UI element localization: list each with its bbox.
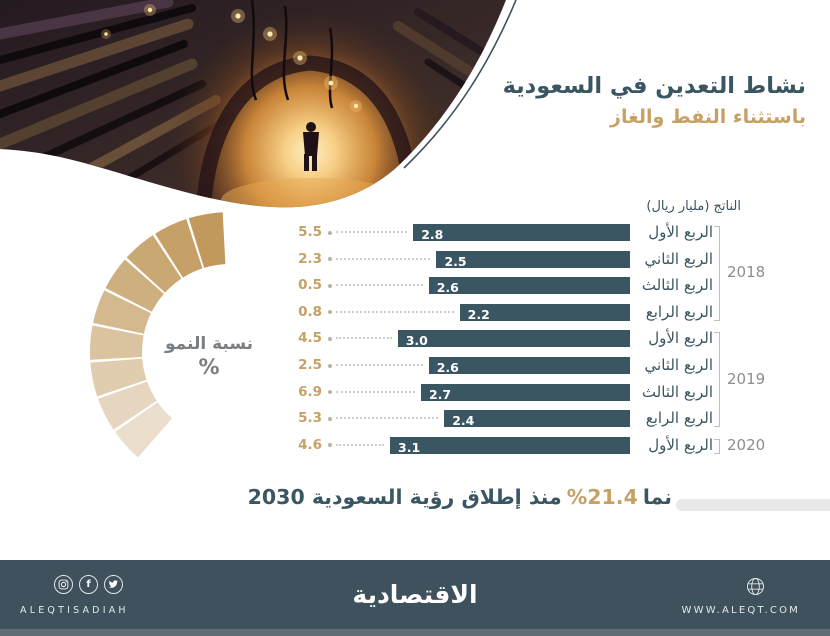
gauge-label	[154, 334, 264, 379]
facebook-icon: f	[79, 575, 98, 594]
stat-value: %21.4	[566, 485, 638, 509]
output-bar-value: 2.5	[444, 253, 467, 269]
year-bracket	[714, 226, 720, 321]
quarter-label: الربع الرابع	[645, 409, 713, 428]
growth-value: 6.9	[298, 383, 322, 400]
output-bar	[398, 330, 630, 347]
leader-line	[336, 417, 438, 419]
quarter-label: الربع الأول	[648, 223, 713, 241]
leader-dot	[328, 310, 332, 314]
output-bar-value: 2.2	[467, 306, 490, 322]
quarter-label: الربع الثالث	[641, 276, 713, 295]
year-bracket	[714, 332, 720, 427]
leader-dot	[328, 231, 332, 235]
website-url: WWW.ALEQT.COM	[681, 605, 800, 616]
growth-value: 4.6	[298, 436, 322, 453]
leader-dot	[328, 337, 332, 341]
leader-line	[336, 391, 415, 393]
output-bar	[429, 357, 630, 374]
stat-prefix: نما	[642, 485, 672, 509]
growth-value: 0.5	[298, 277, 322, 294]
output-bar-value: 2.4	[452, 413, 475, 429]
output-bar-value: 2.6	[436, 360, 459, 375]
leader-line	[336, 311, 454, 313]
footer	[0, 560, 830, 636]
page-title: نشاط التعدين في السعودية	[502, 73, 806, 99]
output-bar	[390, 437, 630, 454]
output-bar-value: 2.8	[421, 227, 444, 242]
gauge-percent-sign: %	[198, 355, 220, 379]
growth-value: 4.5	[298, 330, 322, 347]
quarter-label: الربع الثاني	[644, 249, 713, 268]
leader-line	[336, 231, 407, 233]
growth-value: 5.5	[298, 224, 322, 240]
decorative-pill	[676, 499, 830, 511]
year-label: 2018	[727, 263, 766, 282]
leader-line	[336, 284, 423, 286]
value-axis-label: الناتج (مليار ريال)	[646, 199, 741, 214]
quarter-label: الربع الثالث	[641, 382, 713, 401]
leader-line	[336, 444, 384, 446]
quarter-label: الربع الثاني	[644, 356, 713, 374]
output-bar-value: 3.1	[398, 439, 421, 455]
leader-dot	[328, 284, 332, 288]
leader-dot	[328, 390, 332, 394]
output-bar-value: 2.7	[428, 386, 452, 402]
stat-suffix: منذ إطلاق رؤية السعودية 2030	[247, 485, 562, 509]
output-bar	[429, 277, 630, 294]
social-handle: ALEQTISADIAH	[20, 605, 129, 616]
output-bar	[444, 410, 630, 427]
page-subtitle: باستثناء النفط والغاز	[610, 106, 806, 129]
year-label: 2020	[727, 436, 766, 455]
year-bracket	[714, 439, 720, 454]
output-bar	[436, 251, 630, 268]
leader-line	[336, 337, 392, 339]
globe-icon	[745, 576, 766, 601]
quarter-label: الربع الأول	[648, 329, 713, 348]
growth-value: 0.8	[298, 303, 322, 320]
growth-value: 2.5	[298, 357, 322, 373]
gauge-label-text: نسبة النمو	[164, 334, 254, 354]
leader-dot	[328, 443, 332, 447]
growth-statement	[243, 485, 672, 509]
footer-bottom-strip	[0, 629, 830, 636]
growth-value: 5.3	[298, 410, 322, 427]
year-label: 2019	[727, 369, 766, 388]
output-bar	[421, 384, 630, 401]
leader-dot	[328, 257, 332, 261]
leader-line	[336, 258, 430, 260]
quarter-label: الربع الأول	[648, 435, 713, 454]
quarter-label: الربع الرابع	[645, 302, 713, 321]
output-bar-value: 3.0	[405, 333, 428, 349]
aleqtisadiah-logo: الاقتصادية	[352, 580, 478, 609]
output-bar	[413, 224, 630, 241]
leader-dot	[328, 364, 332, 368]
growth-value: 2.3	[298, 250, 322, 267]
leader-dot	[328, 417, 332, 421]
leader-line	[336, 364, 423, 366]
output-bar	[460, 304, 630, 321]
output-bar-value: 2.6	[436, 280, 459, 296]
